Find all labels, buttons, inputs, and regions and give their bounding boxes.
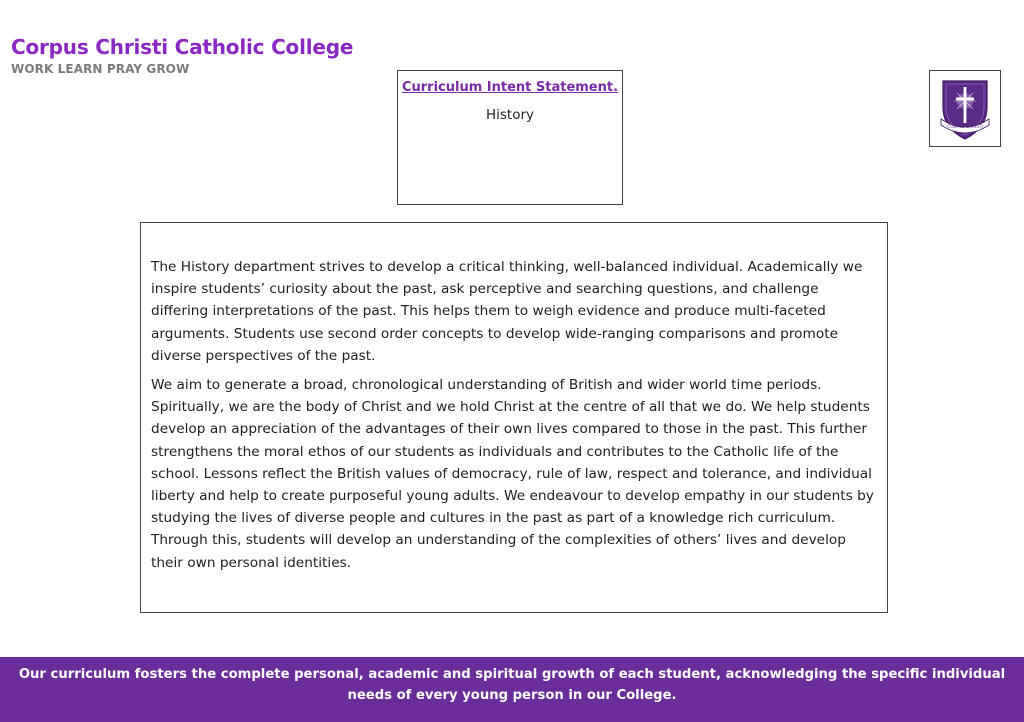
svg-text:CORPUS CHRISTI: CORPUS CHRISTI [947, 123, 983, 129]
intent-title: Curriculum Intent Statement. [401, 80, 619, 95]
intent-paragraph-1: The History department strives to develop a critical thinking, well-balanced individual. Academically we inspire students’ curiosity about the past, ask perceptive and searching questions, and challenge differing interpretations of the past. This helps them to weigh evidence and produce multi-faceted arguments. Students use second order concepts to develop wide-ranging comparisons and promote diverse perspectives of the past. [151, 259, 863, 364]
subject-name: History [485, 107, 535, 123]
footer-text: Our curriculum fosters the complete personal, academic and spiritual growth of each student, acknowledging the specific individual needs of every young person in our College. [18, 667, 1006, 703]
school-name: Corpus Christi Catholic College [11, 35, 354, 59]
school-motto: WORK LEARN PRAY GROW [11, 62, 190, 76]
intent-paragraph-2: We aim to generate a broad, chronological understanding of British and wider world time periods. Spiritually, we are the body of Christ and we hold Christ at the centre of all that we do. We help students develop an appreciation of the advantages of their own lives compared to those in the past. This further strengthens the moral ethos of our students as individuals and contributes to the Catholic life of the school. Lessons reflect the British values of democracy, rule of law, respect and tolerance, and individual liberty and help to create purposeful young adults. We endeavour to develop empathy in our students by studying the lives of diverse people and cultures in the past as part of a knowledge rich curriculum. Through this, students will develop an understanding of the complexities of others’ lives and develop their own personal identities. [151, 377, 874, 571]
school-crest-icon [937, 75, 993, 143]
footer-banner [0, 657, 1024, 722]
school-logo [929, 70, 1001, 147]
intent-statement-box [140, 222, 888, 613]
curriculum-intent-box [397, 70, 623, 205]
